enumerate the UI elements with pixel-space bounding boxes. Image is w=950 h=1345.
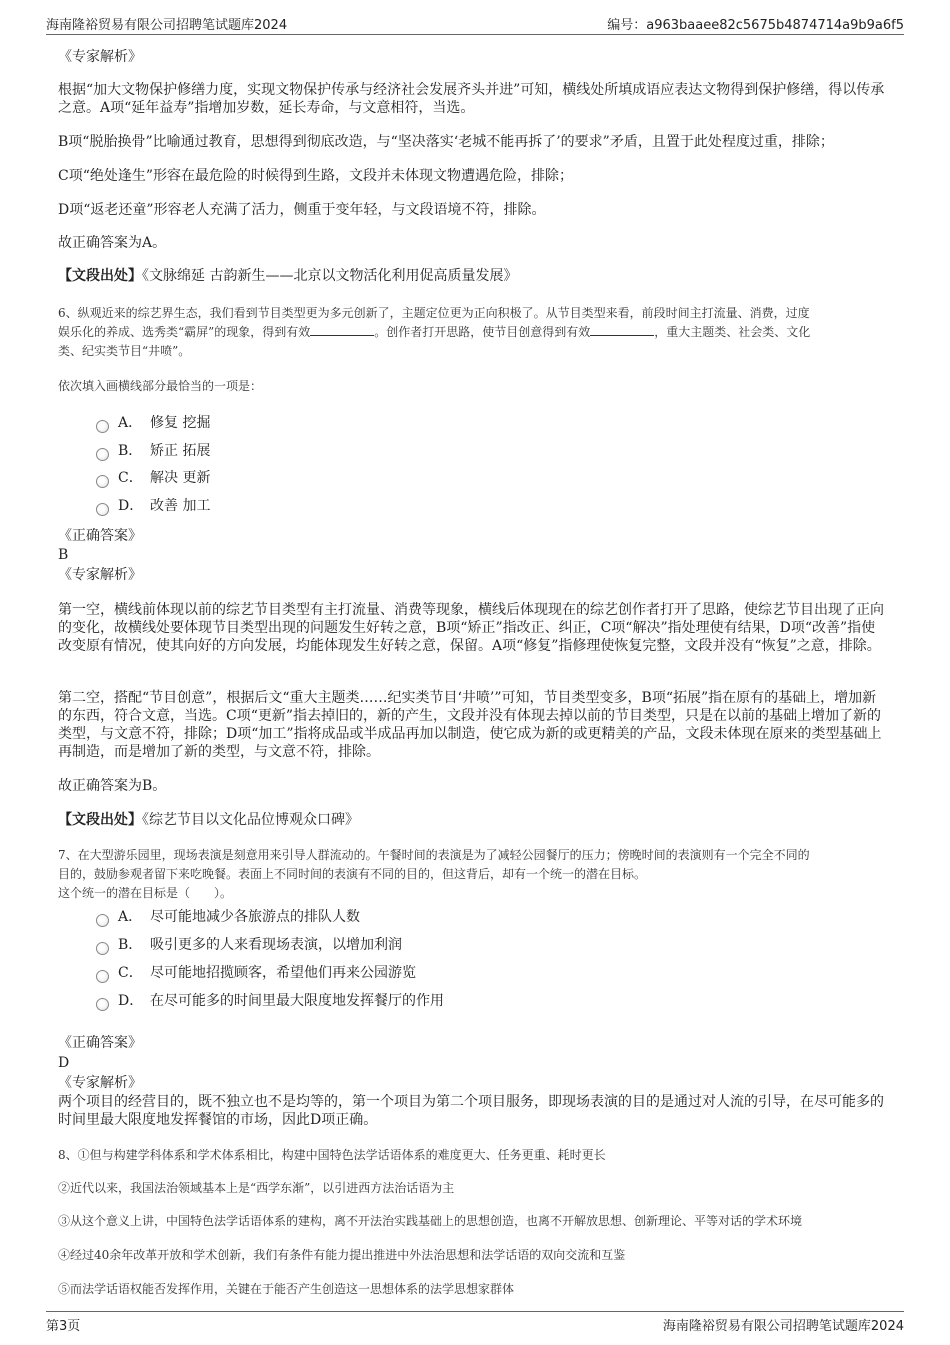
radio-button[interactable]	[96, 942, 109, 955]
q5-source-label: 【文段出处】	[58, 268, 142, 284]
radio-button[interactable]	[96, 503, 109, 516]
radio-button[interactable]	[96, 420, 109, 433]
page-footer	[46, 1313, 904, 1333]
q7-option-b[interactable]	[96, 936, 402, 954]
q6-option-c[interactable]	[96, 469, 210, 487]
option-text: 吸引更多的人来看现场表演，以增加利润	[150, 937, 402, 953]
page-header	[46, 12, 904, 32]
q6-source	[58, 811, 888, 829]
option-text: 改善 加工	[150, 498, 211, 514]
q6-option-b[interactable]	[96, 442, 210, 460]
q5-analysis-p4: D项“返老还童”形容老人充满了活力，侧重于变年轻，与文段语境不符，排除。	[58, 202, 546, 218]
q6-conclusion: 故正确答案为B。	[58, 778, 167, 794]
q6-source-label: 【文段出处】	[58, 812, 142, 828]
q6-blank-1	[310, 323, 374, 336]
footer-divider	[46, 1311, 904, 1312]
option-letter: D．	[118, 993, 144, 1009]
q5-source-text: 《文脉绵延 古韵新生——北京以文物活化利用促高质量发展》	[142, 268, 518, 284]
q7-answer: D	[58, 1055, 70, 1071]
option-letter: B．	[118, 937, 143, 953]
q7-stem-a: 7、在大型游乐园里，现场表演是刻意用来引导人群流动的。午餐时间的表演是为了减轻公园餐厅的压力；傍晚时间的表演则有一个完全不同的	[58, 848, 810, 862]
q7-option-d[interactable]	[96, 992, 444, 1010]
option-text: 尽可能地招揽顾客，希望他们再来公园游览	[150, 965, 416, 981]
radio-button[interactable]	[96, 914, 109, 927]
option-letter: D．	[118, 498, 144, 514]
q6-analysis-label: 《专家解析》	[58, 567, 142, 583]
q7-option-c[interactable]	[96, 964, 416, 982]
q6-stem-b: 娱乐化的养成、选秀类“霸屏”的现象，得到有效	[58, 325, 311, 339]
radio-button[interactable]	[96, 970, 109, 983]
q7-stem-b: 目的，鼓励参观者留下来吃晚餐。表面上不同时间的表演有不同的目的，但这背后，却有一个统一的潜在目标。	[58, 867, 647, 881]
q8-sentence-2: ②近代以来，我国法治领域基本上是“西学东渐”，以引进西方法治话语为主	[58, 1181, 455, 1195]
header-title: 海南隆裕贸易有限公司招聘笔试题库2024	[46, 18, 288, 33]
option-text: 尽可能地减少各旅游点的排队人数	[150, 909, 360, 925]
option-text: 解决 更新	[150, 470, 211, 486]
q8-sentence-4: ④经过40余年改革开放和学术创新，我们有条件有能力提出推进中外法治思想和法学话语的双向交流和互鉴	[58, 1248, 626, 1262]
q8-sentence-5: ⑤而法学话语权能否发挥作用，关键在于能否产生创造这一思想体系的法学思想家群体	[58, 1282, 515, 1296]
q6-analysis-p1: 第一空，横线前体现以前的综艺节目类型有主打流量、消费等现象，横线后体现现在的综艺创作者打开了思路，使综艺节目出现了正向的变化，故横线处要体现节目类型出现的问题发生好转之意，B项“矫正”指改正、纠正，C项“解决”指处理使有结果，D项“改善”指使改变原有情况，使其向好的方向发展，均能体现发生好转之意，保留。A项“修复”指修理使恢复完整，文段并没有“恢复”之意，排除。	[58, 602, 884, 654]
q6-source-text: 《综艺节目以文化品位博观众口碑》	[142, 812, 359, 828]
q6-option-d[interactable]	[96, 497, 210, 515]
q8-sentence-3: ③从这个意义上讲，中国特色法学话语体系的建构，离不开法治实践基础上的思想创造，也离不开解放思想、创新理论、平等对话的学术环境	[58, 1214, 803, 1228]
q6-answer-label: 《正确答案》	[58, 528, 142, 544]
option-letter: A．	[118, 909, 143, 925]
header-doc-id: 编号：a963baaee82c5675b4874714a9b9a6f5	[607, 18, 904, 33]
radio-button[interactable]	[96, 475, 109, 488]
q6-option-a[interactable]	[96, 414, 210, 432]
q6-stem-d: ，重大主题类、社会类、文化	[654, 325, 811, 339]
q7-stem	[58, 846, 888, 903]
option-letter: B．	[118, 443, 143, 459]
page-number: 第3页	[46, 1319, 81, 1334]
q6-answer: B	[58, 547, 69, 563]
option-letter: C．	[118, 965, 143, 981]
radio-button[interactable]	[96, 448, 109, 461]
q6-analysis-p2: 第二空，搭配“节目创意”，根据后文“重大主题类……纪实类节目‘井喷’”可知，节目类型变多，B项“拓展”指在原有的基础上，增加新的东西，符合文意，当选。C项“更新”指去掉旧的，新的产生，文段并没有体现去掉以前的节目类型，只是在以前的基础上增加了新的类型，与文意不符，排除；D项“加工”指将成品或半成品再加以制造，使它成为新的或更精美的产品，文段未体现在原来的类型基础上再制造，而是增加了新的类型，与文意不符，排除。	[58, 690, 882, 760]
q6-prompt: 依次填入画横线部分最恰当的一项是：	[58, 379, 263, 393]
q6-stem-c: 。创作者打开思路，使节目创意得到有效	[374, 325, 591, 339]
option-letter: A．	[118, 415, 143, 431]
q6-stem-e: 类、纪实类节目“井喷”。	[58, 344, 191, 358]
option-text: 修复 挖掘	[150, 415, 211, 431]
footer-title: 海南隆裕贸易有限公司招聘笔试题库2024	[662, 1319, 904, 1334]
q5-analysis-p3: C项“绝处逢生”形容在最危险的时候得到生路，文段并未体现文物遭遇危险，排除；	[58, 168, 574, 184]
option-letter: C．	[118, 470, 143, 486]
radio-button[interactable]	[96, 998, 109, 1011]
q5-analysis-label: 《专家解析》	[58, 49, 142, 65]
header-divider	[46, 34, 904, 35]
q6-stem	[58, 304, 888, 361]
q7-analysis-p1: 两个项目的经营目的，既不独立也不是均等的，第一个项目为第二个项目服务，即现场表演的目的是通过对人流的引导，在尽可能多的时间里最大限度地发挥餐馆的市场，因此D项正确。	[58, 1094, 884, 1128]
option-text: 在尽可能多的时间里最大限度地发挥餐厅的作用	[150, 993, 444, 1009]
q7-answer-label: 《正确答案》	[58, 1035, 142, 1051]
q7-stem-c: 这个统一的潜在目标是（ ）。	[58, 886, 233, 900]
q5-analysis-p1: 根据“加大文物保护修缮力度，实现文物保护传承与经济社会发展齐头并进”可知，横线处所填成语应表达文物得到保护修缮，得以传承之意。A项“延年益寿”指增加岁数，延长寿命，与文意相符，当选。	[58, 82, 885, 116]
q5-analysis-p2: B项“脱胎换骨”比喻通过教育，思想得到彻底改造，与“坚决落实‘老城不能再拆了’的要求”矛盾，且置于此处程度过重，排除；	[58, 134, 834, 150]
q6-blank-2	[590, 323, 654, 336]
q7-analysis-label: 《专家解析》	[58, 1075, 142, 1091]
q6-stem-a: 6、纵观近来的综艺界生态，我们看到节目类型更为多元创新了，主题定位更为正向积极了。从节目类型来看，前段时间主打流量、消费，过度	[58, 306, 810, 320]
option-text: 矫正 拓展	[150, 443, 211, 459]
q8-sentence-1: 8、①但与构建学科体系和学术体系相比，构建中国特色法学话语体系的难度更大、任务更重、耗时更长	[58, 1148, 606, 1162]
q5-source	[58, 267, 888, 285]
q7-option-a[interactable]	[96, 908, 360, 926]
q5-conclusion: 故正确答案为A。	[58, 235, 167, 251]
